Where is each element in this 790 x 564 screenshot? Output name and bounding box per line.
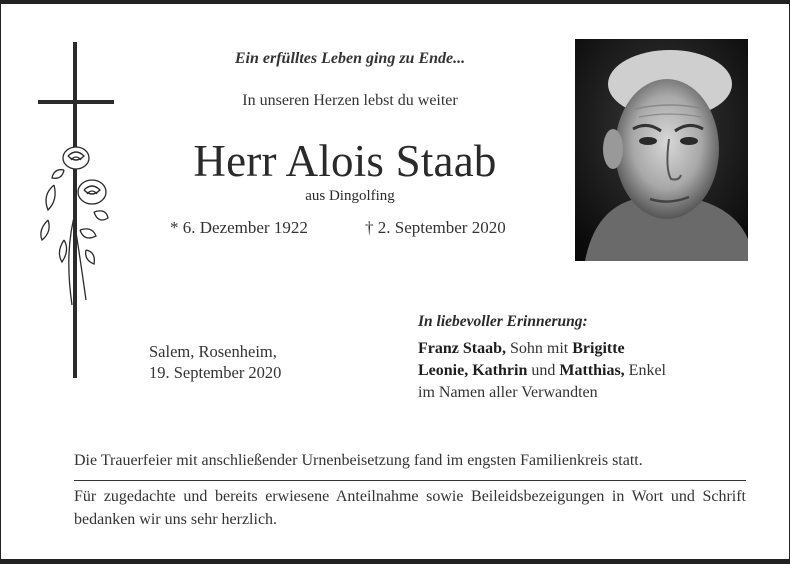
deceased-name: Herr Alois Staab (193, 136, 497, 186)
birth-date: * 6. Dezember 1922 (170, 218, 308, 237)
place: Salem, Rosenheim, (149, 342, 277, 361)
relative-name: Matthias, (559, 362, 625, 379)
relation-text: Sohn mit (510, 340, 569, 357)
memory-heading: In liebevoller Erinnerung: (418, 313, 588, 330)
subline: In unseren Herzen lebst du weiter (242, 92, 458, 109)
relative-names: Leonie, Kathrin (418, 362, 528, 379)
notice-date: 19. September 2020 (149, 363, 282, 382)
origin: aus Dingolfing (305, 188, 395, 204)
opening-line: Ein erfülltes Leben ging zu Ende... (234, 50, 466, 67)
portrait-photo (575, 39, 748, 261)
thanks-note: Für zugedachte und bereits erwiesene Anteilnahme sowie Beileidsbezeigungen in Wort und Schrift bedanken wir uns sehr herzlich. (74, 488, 746, 528)
relation-text: Enkel (628, 362, 666, 379)
place-date-block (149, 341, 281, 383)
divider (74, 480, 746, 481)
rose-ornament-icon (34, 140, 114, 310)
relation-text: und (531, 362, 556, 379)
death-date: † 2. September 2020 (365, 218, 506, 237)
cross-arm (38, 100, 114, 104)
funeral-service-note: Die Trauerfeier mit anschließender Urnenbeisetzung fand im engsten Familienkreis statt. (74, 452, 643, 469)
relatives-line-3: im Namen aller Verwandten (418, 384, 598, 401)
relatives-line-2 (418, 362, 666, 380)
relatives-line-1 (418, 340, 625, 358)
relative-name: Brigitte (572, 340, 625, 357)
relative-name: Franz Staab, (418, 340, 506, 357)
